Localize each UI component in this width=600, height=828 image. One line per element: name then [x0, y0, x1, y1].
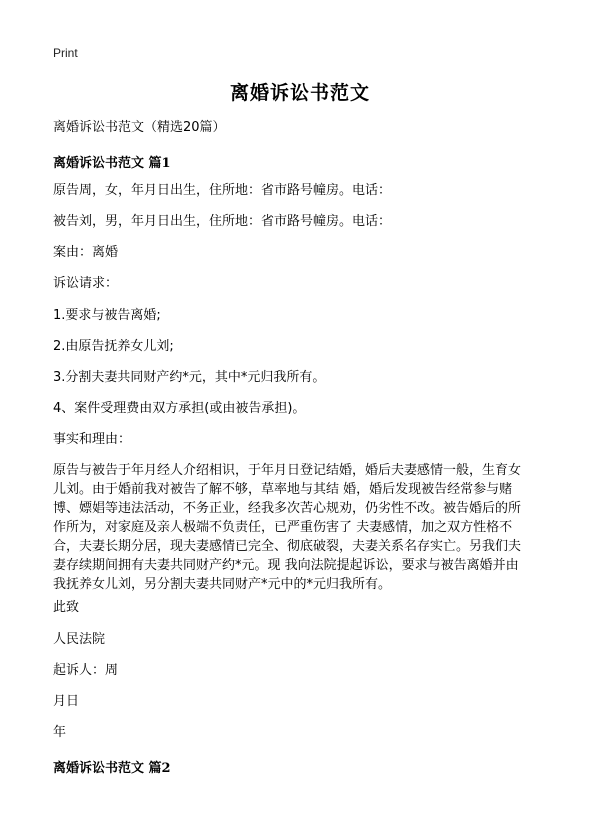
facts-line: 我抚养女儿刘，另分割夫妻共同财产*元中的*元归我所有。 [53, 577, 392, 592]
document-title: 离婚诉讼书范文 [229, 82, 370, 104]
facts-line: 妻存续期间拥有夫妻共同财产约*元。现 我向法院提起诉讼，要求与被告离婚并由 [53, 558, 519, 573]
date-year: 年 [53, 725, 67, 740]
facts-line: 儿刘。由于婚前我对被告了解不够，草率地与其结 婚，婚后发现被告经常参与赌 [53, 482, 513, 497]
facts-label: 事实和理由： [53, 432, 132, 447]
plaintiff-info: 原告周，女，年月日出生，住所地：省市路号幢房。电话： [53, 183, 392, 198]
facts-line: 博、嫖娼等违法活动，不务正业，经我多次苦心规劝，仍劣性不改。被告婚后的所 [53, 501, 522, 516]
court-name: 人民法院 [53, 632, 106, 647]
closing-salutation: 此致 [53, 600, 80, 615]
section-heading-1: 离婚诉讼书范文 篇1 [53, 156, 171, 171]
section-heading-2: 离婚诉讼书范文 篇2 [53, 761, 171, 776]
facts-line: 原告与被告于年月经人介绍相识，于年月日登记结婚，婚后夫妻感情一般，生育女 [53, 463, 522, 478]
claim-2: 2.由原告抚养女儿刘; [53, 339, 174, 354]
document-subtitle: 离婚诉讼书范文（精选20篇） [53, 120, 226, 135]
facts-line: 作所为，对家庭及亲人极端不负责任，已严重伤害了 夫妻感情，加之双方性格不 [53, 520, 513, 535]
claims-label: 诉讼请求： [53, 276, 119, 291]
print-label: Print [53, 46, 78, 60]
claim-4: 4、案件受理费由双方承担(或由被告承担)。 [53, 401, 306, 416]
claim-3: 3.分割夫妻共同财产约*元，其中*元归我所有。 [53, 370, 326, 385]
case-cause: 案由：离婚 [53, 245, 119, 260]
claim-1: 1.要求与被告离婚; [53, 308, 161, 323]
date-month-day: 月日 [53, 694, 80, 709]
facts-line: 合，夫妻长期分居，现夫妻感情已完全、彻底破裂，夫妻关系名存实亡。另我们夫 [53, 539, 522, 554]
signer: 起诉人：周 [53, 663, 119, 678]
defendant-info: 被告刘，男，年月日出生，住所地：省市路号幢房。电话： [53, 214, 392, 229]
facts-paragraph [53, 461, 553, 594]
